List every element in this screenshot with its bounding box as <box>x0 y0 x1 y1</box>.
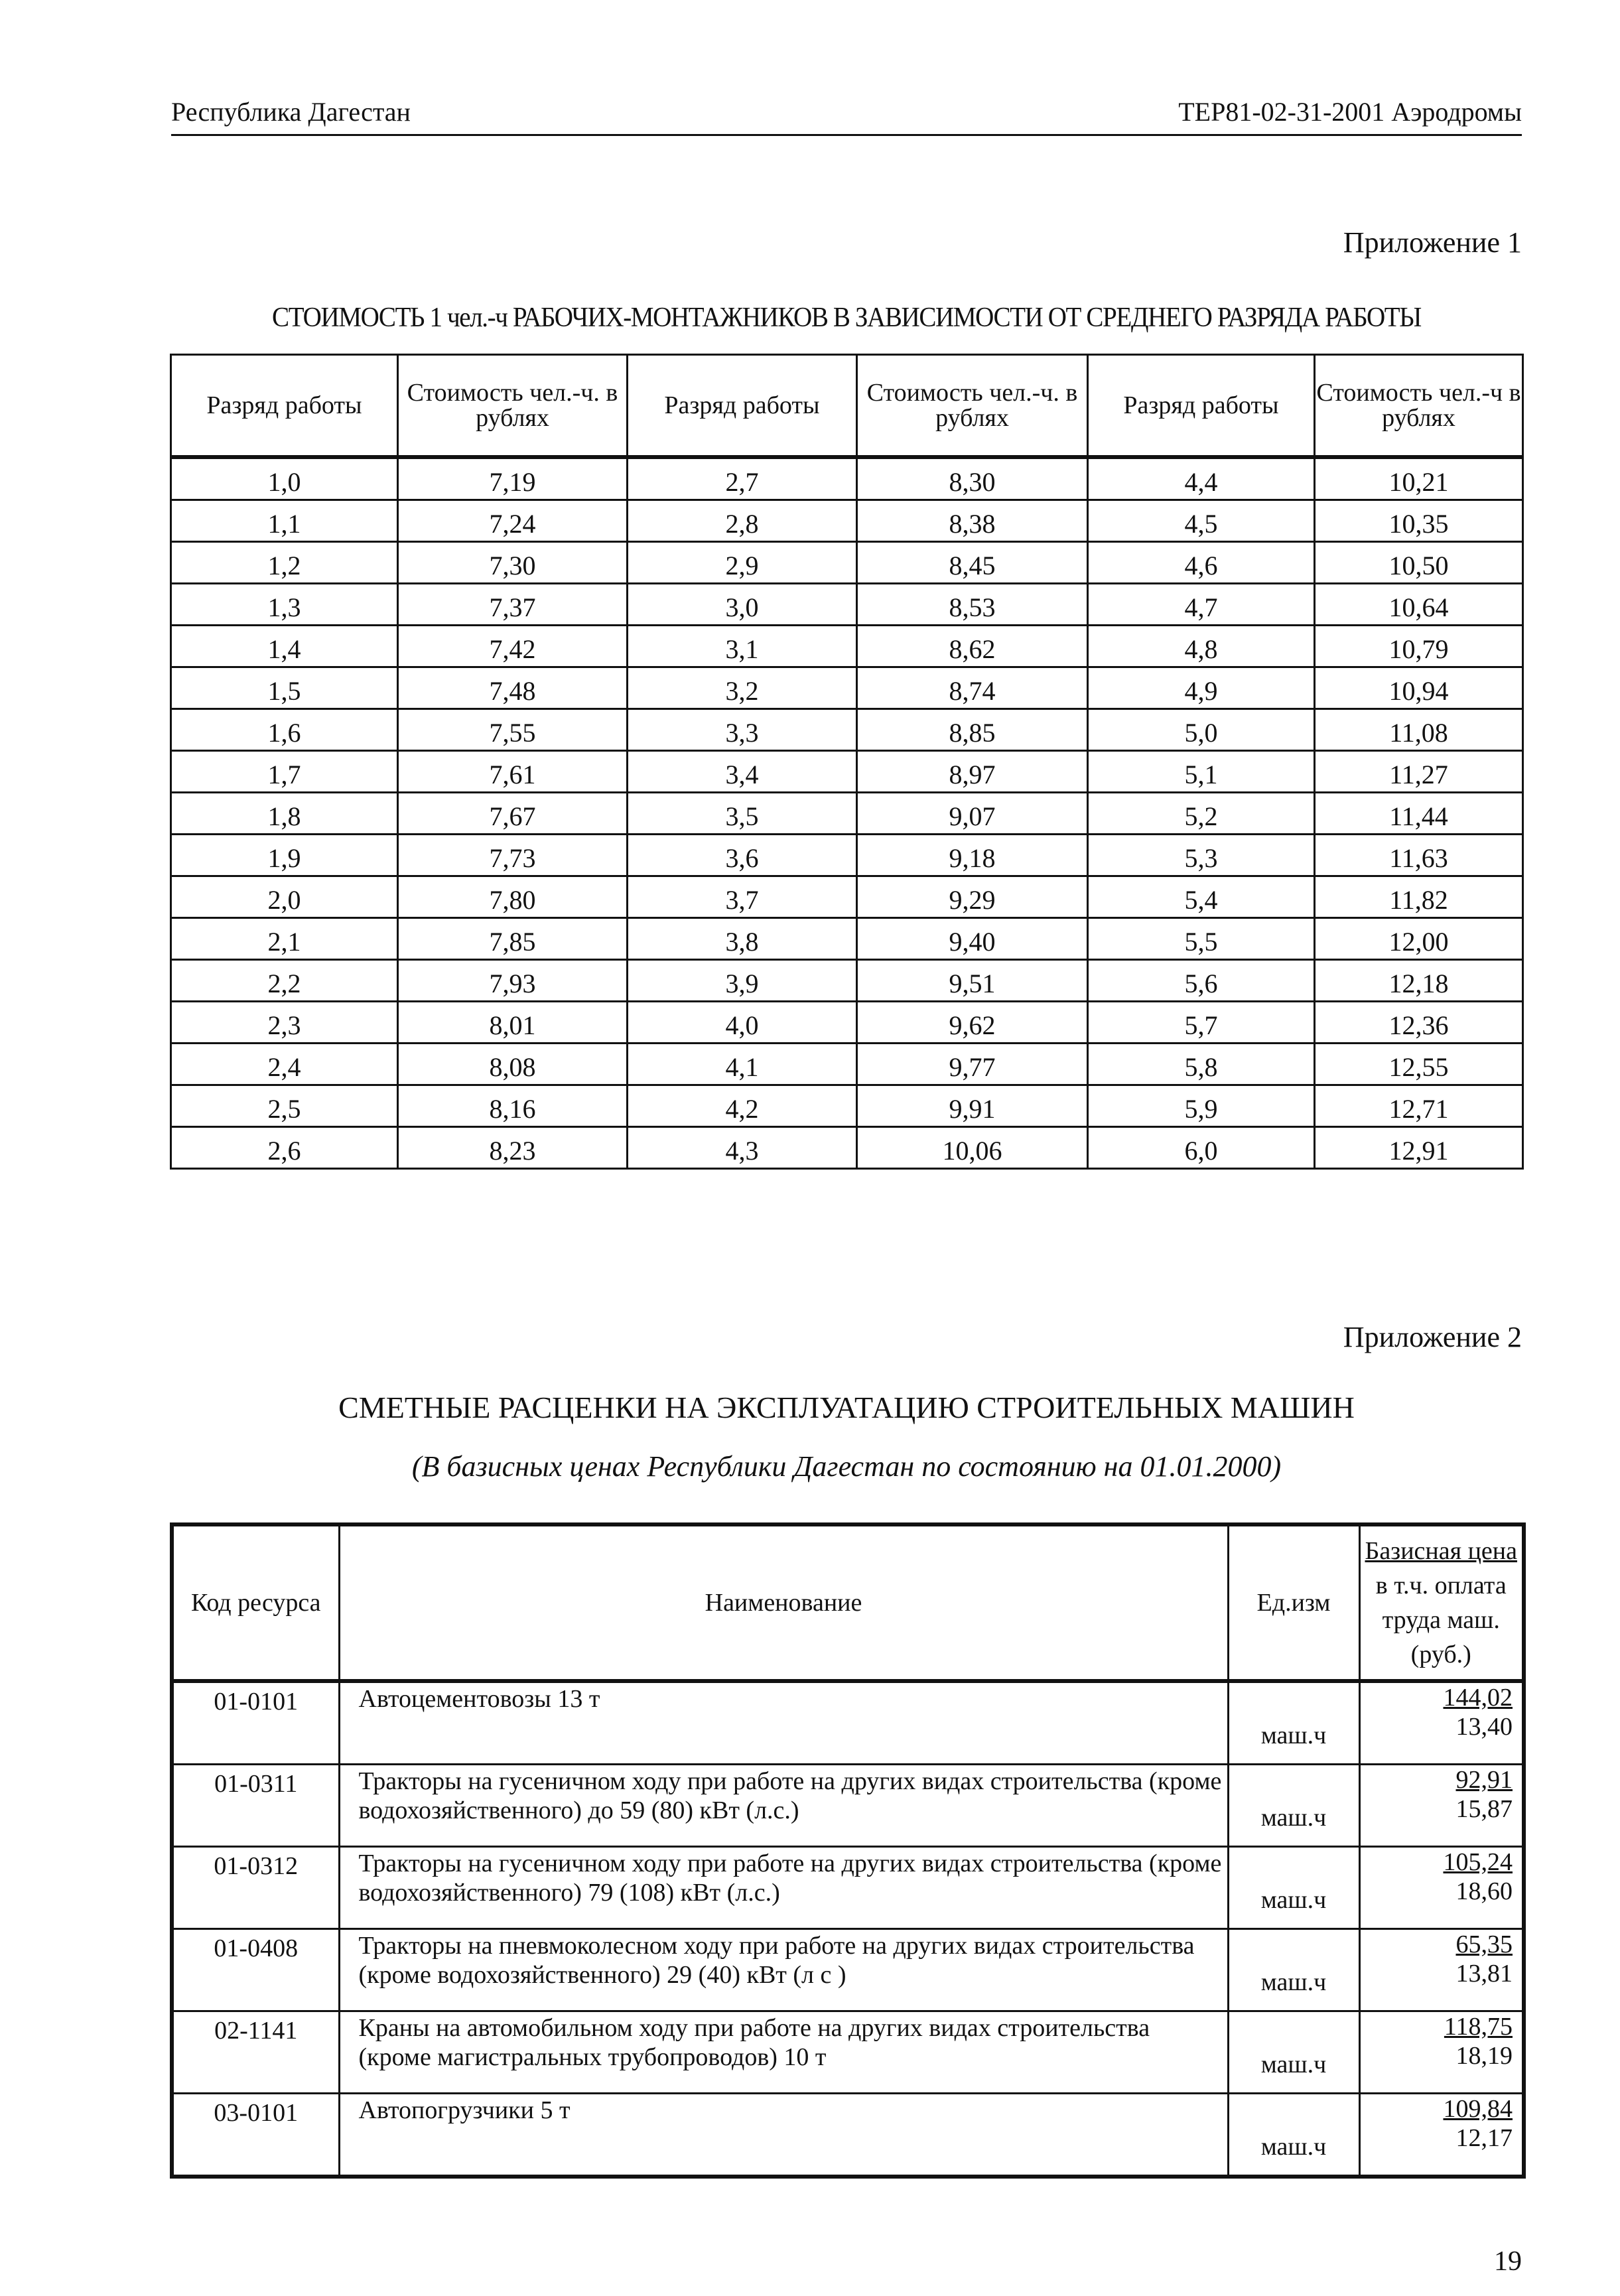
cost-cell: 9,18 <box>857 835 1088 876</box>
cost-cell: 8,30 <box>857 457 1088 500</box>
cost-cell: 8,45 <box>857 542 1088 584</box>
cost-cell: 9,91 <box>857 1085 1088 1127</box>
cost-cell: 9,07 <box>857 793 1088 835</box>
labor-cost: 13,40 <box>1455 1713 1513 1741</box>
cost-cell: 7,67 <box>398 793 628 835</box>
table-row <box>171 457 1523 500</box>
price-header-line: Базисная цена <box>1365 1537 1517 1565</box>
table-row <box>171 709 1523 751</box>
cost-cell: 8,85 <box>857 709 1088 751</box>
grade-cell: 3,0 <box>628 584 857 626</box>
grade-cell: 1,1 <box>171 500 398 542</box>
column-header-code: Код ресурса <box>172 1524 339 1681</box>
grade-cell: 2,9 <box>628 542 857 584</box>
table-row <box>171 1085 1523 1127</box>
cost-cell: 8,53 <box>857 584 1088 626</box>
grade-cell: 3,6 <box>628 835 857 876</box>
table-row <box>171 835 1523 876</box>
cost-cell: 12,55 <box>1315 1044 1523 1085</box>
grade-cell: 2,8 <box>628 500 857 542</box>
cost-cell: 9,77 <box>857 1044 1088 1085</box>
base-price: 105,24 <box>1443 1848 1513 1876</box>
grade-cell: 1,0 <box>171 457 398 500</box>
unit-cell: маш.ч <box>1228 1847 1359 1929</box>
cost-cell: 7,48 <box>398 667 628 709</box>
unit-cell: маш.ч <box>1228 2011 1359 2094</box>
column-header: Разряд работы <box>171 355 398 458</box>
grade-cell: 5,3 <box>1088 835 1315 876</box>
cost-cell: 7,19 <box>398 457 628 500</box>
cost-cell: 8,16 <box>398 1085 628 1127</box>
table-row <box>171 667 1523 709</box>
column-header: Стоимость чел.-ч в рублях <box>1315 355 1523 458</box>
table-row <box>171 500 1523 542</box>
grade-cell: 3,4 <box>628 751 857 793</box>
table-row <box>172 1847 1524 1929</box>
table-row <box>172 1681 1524 1765</box>
resource-code-cell: 01-0312 <box>172 1847 339 1929</box>
unit-cell: маш.ч <box>1228 1765 1359 1847</box>
grade-cell: 4,5 <box>1088 500 1315 542</box>
price-cell <box>1359 2011 1524 2094</box>
cost-cell: 7,93 <box>398 960 628 1002</box>
cost-cell: 7,80 <box>398 876 628 918</box>
price-cell <box>1359 1847 1524 1929</box>
table-row <box>171 1044 1523 1085</box>
appendix-2-label: Приложение 2 <box>1343 1321 1522 1353</box>
grade-cell: 1,2 <box>171 542 398 584</box>
labor-cost: 18,60 <box>1455 1877 1513 1905</box>
cost-cell: 12,00 <box>1315 918 1523 960</box>
table-row <box>172 1765 1524 1847</box>
grade-cell: 1,4 <box>171 626 398 667</box>
cost-cell: 7,61 <box>398 751 628 793</box>
cost-cell: 12,71 <box>1315 1085 1523 1127</box>
cost-cell: 9,29 <box>857 876 1088 918</box>
cost-cell: 8,01 <box>398 1002 628 1044</box>
wage-rate-table <box>170 354 1524 1170</box>
cost-cell: 11,27 <box>1315 751 1523 793</box>
table-row <box>171 793 1523 835</box>
grade-cell: 1,7 <box>171 751 398 793</box>
cost-cell: 12,18 <box>1315 960 1523 1002</box>
cost-cell: 7,30 <box>398 542 628 584</box>
grade-cell: 2,4 <box>171 1044 398 1085</box>
grade-cell: 5,7 <box>1088 1002 1315 1044</box>
page-number: 19 <box>1494 2246 1522 2277</box>
cost-cell: 7,24 <box>398 500 628 542</box>
grade-cell: 3,1 <box>628 626 857 667</box>
grade-cell: 2,2 <box>171 960 398 1002</box>
cost-cell: 11,82 <box>1315 876 1523 918</box>
cost-cell: 9,51 <box>857 960 1088 1002</box>
table-row <box>171 751 1523 793</box>
running-header <box>171 93 1522 136</box>
grade-cell: 1,6 <box>171 709 398 751</box>
header-region: Республика Дагестан <box>171 97 411 127</box>
grade-cell: 2,3 <box>171 1002 398 1044</box>
table-header-row <box>171 355 1523 458</box>
grade-cell: 1,9 <box>171 835 398 876</box>
column-header-unit: Ед.изм <box>1228 1524 1359 1681</box>
grade-cell: 3,7 <box>628 876 857 918</box>
machine-rates-table <box>170 1522 1526 2179</box>
base-price: 92,91 <box>1455 1766 1513 1794</box>
appendix-2-subtitle: (В базисных ценах Республики Дагестан по состоянию на 01.01.2000) <box>411 1450 1282 1483</box>
column-header: Разряд работы <box>1088 355 1315 458</box>
unit-cell: маш.ч <box>1228 2094 1359 2177</box>
unit-cell: маш.ч <box>1228 1929 1359 2011</box>
cost-cell: 11,44 <box>1315 793 1523 835</box>
base-price: 65,35 <box>1455 1930 1513 1958</box>
cost-cell: 12,36 <box>1315 1002 1523 1044</box>
cost-cell: 7,85 <box>398 918 628 960</box>
table-row <box>171 918 1523 960</box>
resource-name-cell: Тракторы на пневмоколесном ходу при работе на других видах строительства (кроме водохозяйственного) 29 (40) кВт (л с ) <box>339 1929 1228 2011</box>
cost-cell: 7,73 <box>398 835 628 876</box>
cost-cell: 7,55 <box>398 709 628 751</box>
resource-name-cell: Автоцементовозы 13 т <box>339 1681 1228 1765</box>
grade-cell: 2,5 <box>171 1085 398 1127</box>
table-row <box>171 584 1523 626</box>
column-header-name: Наименование <box>339 1524 1228 1681</box>
table-row <box>171 960 1523 1002</box>
appendix-1-label: Приложение 1 <box>1343 226 1522 259</box>
grade-cell: 4,6 <box>1088 542 1315 584</box>
grade-cell: 4,7 <box>1088 584 1315 626</box>
price-header-line: труда маш. <box>1382 1606 1500 1634</box>
resource-code-cell: 01-0408 <box>172 1929 339 2011</box>
cost-cell: 7,37 <box>398 584 628 626</box>
grade-cell: 2,7 <box>628 457 857 500</box>
grade-cell: 5,6 <box>1088 960 1315 1002</box>
grade-cell: 4,0 <box>628 1002 857 1044</box>
table-row <box>172 2094 1524 2177</box>
cost-cell: 7,42 <box>398 626 628 667</box>
cost-cell: 11,08 <box>1315 709 1523 751</box>
cost-cell: 10,94 <box>1315 667 1523 709</box>
grade-cell: 5,9 <box>1088 1085 1315 1127</box>
table-row <box>171 542 1523 584</box>
grade-cell: 5,2 <box>1088 793 1315 835</box>
price-cell <box>1359 2094 1524 2177</box>
price-header-line: (руб.) <box>1410 1641 1471 1668</box>
cost-cell: 8,08 <box>398 1044 628 1085</box>
header-doc-code: ТЕР81-02-31-2001 Аэродромы <box>1178 97 1522 127</box>
grade-cell: 5,5 <box>1088 918 1315 960</box>
cost-cell: 12,91 <box>1315 1127 1523 1169</box>
cost-cell: 9,40 <box>857 918 1088 960</box>
grade-cell: 2,0 <box>171 876 398 918</box>
cost-cell: 8,97 <box>857 751 1088 793</box>
grade-cell: 3,2 <box>628 667 857 709</box>
grade-cell: 5,0 <box>1088 709 1315 751</box>
grade-cell: 3,8 <box>628 918 857 960</box>
table-row <box>171 1002 1523 1044</box>
resource-name-cell: Автопогрузчики 5 т <box>339 2094 1228 2177</box>
column-header: Стоимость чел.-ч. в рублях <box>857 355 1088 458</box>
table-row <box>171 876 1523 918</box>
table-header-row <box>172 1524 1524 1681</box>
price-cell <box>1359 1681 1524 1765</box>
cost-cell: 10,64 <box>1315 584 1523 626</box>
resource-code-cell: 03-0101 <box>172 2094 339 2177</box>
price-header-line: в т.ч. оплата <box>1375 1572 1507 1599</box>
grade-cell: 5,1 <box>1088 751 1315 793</box>
table-row <box>172 1929 1524 2011</box>
resource-name-cell: Тракторы на гусеничном ходу при работе на других видах строительства (кроме водохозяйственного) до 59 (80) кВт (л.с.) <box>339 1765 1228 1847</box>
grade-cell: 3,3 <box>628 709 857 751</box>
cost-cell: 10,79 <box>1315 626 1523 667</box>
grade-cell: 4,2 <box>628 1085 857 1127</box>
grade-cell: 4,8 <box>1088 626 1315 667</box>
grade-cell: 2,6 <box>171 1127 398 1169</box>
base-price: 144,02 <box>1443 1684 1513 1712</box>
cost-cell: 8,74 <box>857 667 1088 709</box>
grade-cell: 1,8 <box>171 793 398 835</box>
grade-cell: 4,3 <box>628 1127 857 1169</box>
grade-cell: 5,4 <box>1088 876 1315 918</box>
cost-cell: 8,38 <box>857 500 1088 542</box>
unit-cell: маш.ч <box>1228 1681 1359 1765</box>
grade-cell: 3,5 <box>628 793 857 835</box>
labor-cost: 12,17 <box>1455 2124 1513 2152</box>
grade-cell: 4,4 <box>1088 457 1315 500</box>
grade-cell: 5,8 <box>1088 1044 1315 1085</box>
grade-cell: 6,0 <box>1088 1127 1315 1169</box>
labor-cost: 15,87 <box>1455 1795 1513 1823</box>
resource-code-cell: 01-0101 <box>172 1681 339 1765</box>
cost-cell: 10,21 <box>1315 457 1523 500</box>
grade-cell: 4,9 <box>1088 667 1315 709</box>
table-row <box>171 1127 1523 1169</box>
table-row <box>171 626 1523 667</box>
cost-cell: 8,62 <box>857 626 1088 667</box>
resource-code-cell: 02-1141 <box>172 2011 339 2094</box>
cost-cell: 10,50 <box>1315 542 1523 584</box>
labor-cost: 13,81 <box>1455 1960 1513 1988</box>
grade-cell: 3,9 <box>628 960 857 1002</box>
grade-cell: 1,3 <box>171 584 398 626</box>
base-price: 118,75 <box>1444 2013 1513 2041</box>
appendix-1-title: СТОИМОСТЬ 1 чел.-ч РАБОЧИХ-МОНТАЖНИКОВ В ЗАВИСИМОСТИ ОТ СРЕДНЕГО РАЗРЯДА РАБОТЫ <box>272 303 1421 333</box>
cost-cell: 9,62 <box>857 1002 1088 1044</box>
grade-cell: 2,1 <box>171 918 398 960</box>
resource-name-cell: Краны на автомобильном ходу при работе на других видах строительства (кроме магистральных трубопроводов) 10 т <box>339 2011 1228 2094</box>
column-header-price <box>1359 1524 1524 1681</box>
appendix-2-title: СМЕТНЫЕ РАСЦЕНКИ НА ЭКСПЛУАТАЦИЮ СТРОИТЕЛЬНЫХ МАШИН <box>338 1390 1355 1424</box>
resource-code-cell: 01-0311 <box>172 1765 339 1847</box>
price-cell <box>1359 1929 1524 2011</box>
column-header: Разряд работы <box>628 355 857 458</box>
labor-cost: 18,19 <box>1455 2042 1513 2070</box>
table-row <box>172 2011 1524 2094</box>
grade-cell: 1,5 <box>171 667 398 709</box>
column-header: Стоимость чел.-ч. в рублях <box>398 355 628 458</box>
cost-cell: 10,35 <box>1315 500 1523 542</box>
grade-cell: 4,1 <box>628 1044 857 1085</box>
base-price: 109,84 <box>1443 2095 1513 2123</box>
cost-cell: 8,23 <box>398 1127 628 1169</box>
price-cell <box>1359 1765 1524 1847</box>
cost-cell: 11,63 <box>1315 835 1523 876</box>
cost-cell: 10,06 <box>857 1127 1088 1169</box>
resource-name-cell: Тракторы на гусеничном ходу при работе на других видах строительства (кроме водохозяйственного) 79 (108) кВт (л.с.) <box>339 1847 1228 1929</box>
